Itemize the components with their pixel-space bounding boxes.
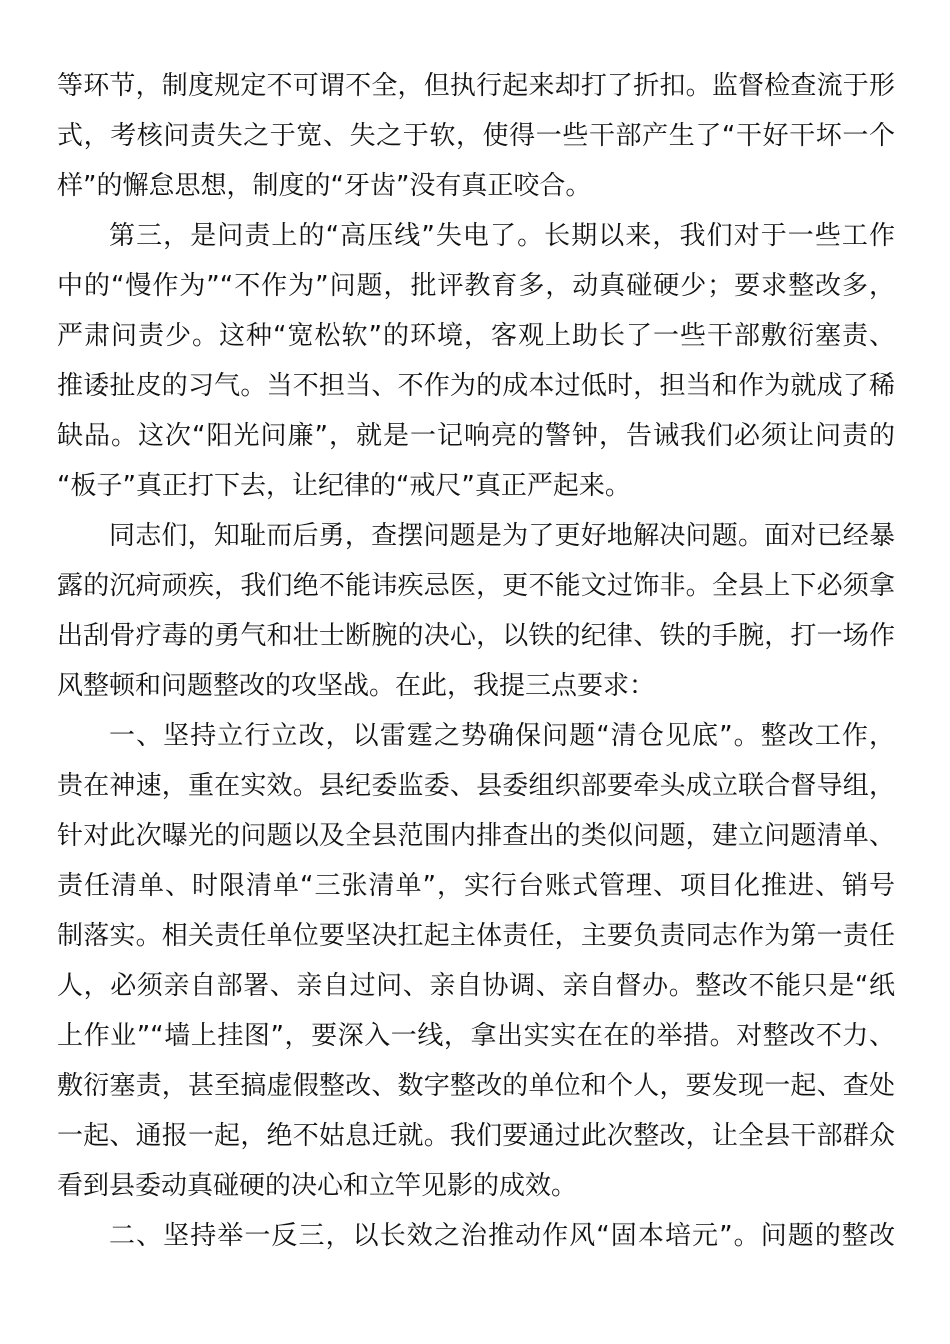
text-line: 敷衍塞责，甚至搞虚假整改、数字整改的单位和个人，要发现一起、查处 [57,1071,895,1101]
text-line: 看到县委动真碰硬的决心和立竿见影的成效。 [57,1171,578,1201]
text-line: 露的沉疴顽疾，我们绝不能讳疾忌医，更不能文过饰非。全县上下必须拿 [57,571,895,601]
text-line: 制落实。相关责任单位要坚决扛起主体责任，主要负责同志作为第一责任 [57,921,895,951]
text-line: 缺品。这次“阳光问廉”，就是一记响亮的警钟，告诫我们必须让问责的 [57,421,895,451]
text-line: 样”的懈怠思想，制度的“牙齿”没有真正咬合。 [57,171,592,201]
text-line: 风整顿和问题整改的攻坚战。在此，我提三点要求： [57,671,656,701]
text-line: “板子”真正打下去，让纪律的“戒尺”真正严起来。 [57,471,631,501]
text-line: 推诿扯皮的习气。当不担当、不作为的成本过低时，担当和作为就成了稀 [57,371,895,401]
text-line: 式，考核问责失之于宽、失之于软，使得一些干部产生了“干好干坏一个 [57,121,895,151]
text-line: 人，必须亲自部署、亲自过问、亲自协调、亲自督办。整改不能只是“纸 [57,971,895,1001]
text-line: 中的“慢作为”“不作为”问题，批评教育多，动真碰硬少；要求整改多， [57,271,895,301]
paragraph-start-line: 一、坚持立行立改，以雷霆之势确保问题“清仓见底”。整改工作， [109,721,895,751]
text-line: 一起、通报一起，绝不姑息迁就。我们要通过此次整改，让全县干部群众 [57,1121,895,1151]
text-line: 严肃问责少。这种“宽松软”的环境，客观上助长了一些干部敷衍塞责、 [57,321,895,351]
text-line: 上作业”“墙上挂图”，要深入一线，拿出实实在在的举措。对整改不力、 [57,1021,895,1051]
text-line: 等环节，制度规定不可谓不全，但执行起来却打了折扣。监督检查流于形 [57,71,895,101]
paragraph-start-line: 二、坚持举一反三，以长效之治推动作风“固本培元”。问题的整改 [109,1221,895,1251]
text-line: 针对此次曝光的问题以及全县范围内排查出的类似问题，建立问题清单、 [57,821,895,851]
text-line: 责任清单、时限清单“三张清单”，实行台账式管理、项目化推进、销号 [57,871,895,901]
paragraph-start-line: 同志们，知耻而后勇，查摆问题是为了更好地解决问题。面对已经暴 [109,521,895,551]
text-line: 贵在神速，重在实效。县纪委监委、县委组织部要牵头成立联合督导组， [57,771,895,801]
text-line: 出刮骨疗毒的勇气和壮士断腕的决心，以铁的纪律、铁的手腕，打一场作 [57,621,895,651]
paragraph-start-line: 第三，是问责上的“高压线”失电了。长期以来，我们对于一些工作 [109,221,895,251]
